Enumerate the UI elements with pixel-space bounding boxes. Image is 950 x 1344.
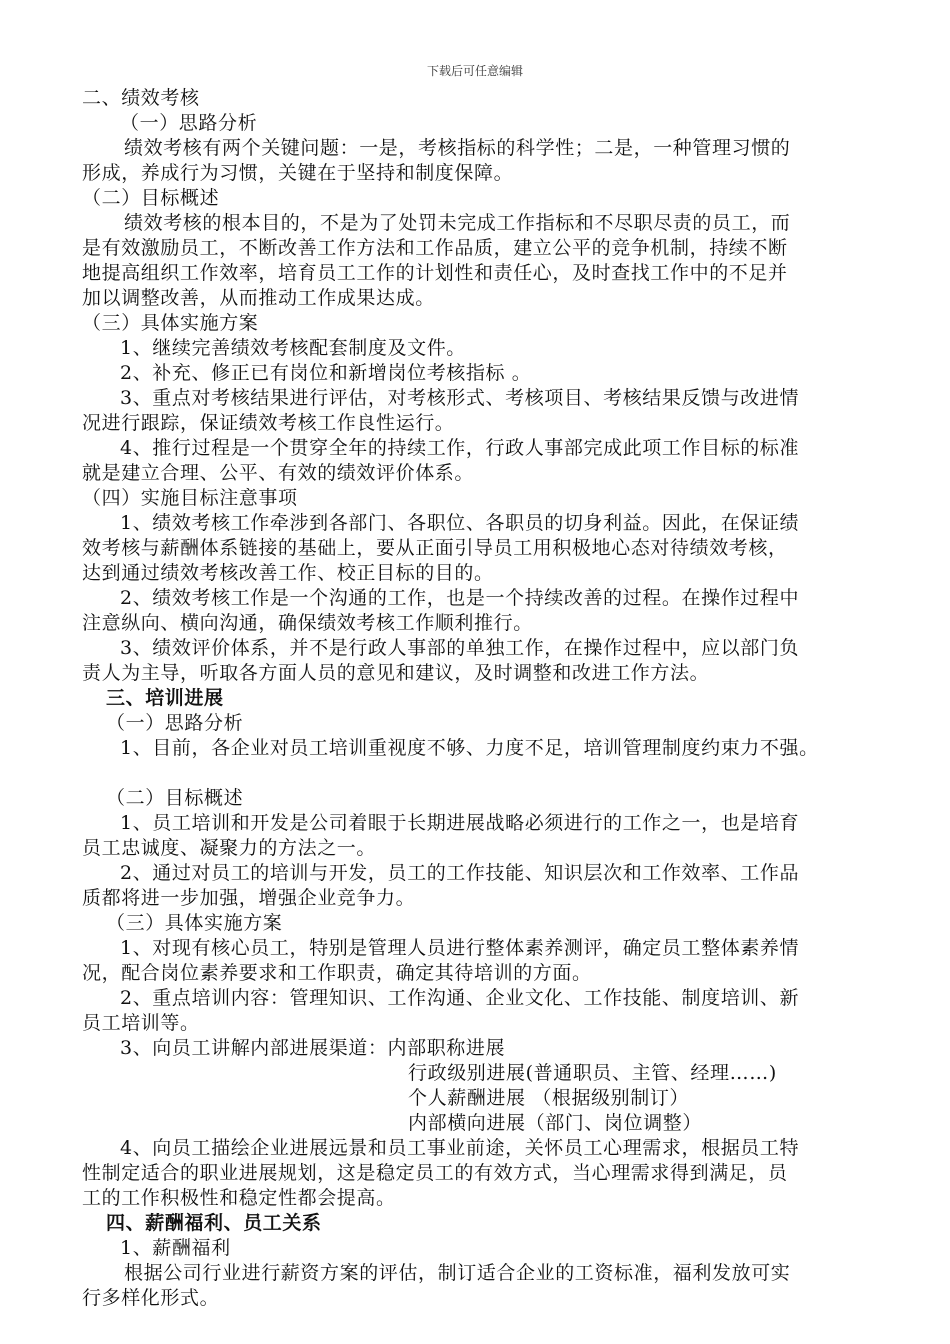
document-body — [82, 86, 892, 1311]
text-line: 行多样化形式。 — [82, 1287, 220, 1309]
text-line: （一）思路分析 — [106, 712, 244, 734]
text-line: 2、重点培训内容：管理知识、工作沟通、企业文化、工作技能、制度培训、新 — [120, 987, 800, 1009]
text-line: 4、向员工描绘企业进展远景和员工事业前途，关怀员工心理需求，根据员工特 — [120, 1137, 800, 1159]
text-line: 三、培训进展 — [106, 687, 224, 709]
text-line: 达到通过绩效考核改善工作、校正目标的目的。 — [82, 562, 494, 584]
text-line: 3、向员工讲解内部进展渠道：内部职称进展 — [120, 1037, 506, 1059]
text-line: 质都将进一步加强，增强企业竞争力。 — [82, 887, 416, 909]
text-line: 1、目前，各企业对员工培训重视度不够、力度不足，培训管理制度约束力不强。 — [120, 737, 819, 759]
text-line: 况进行跟踪，保证绩效考核工作良性运行。 — [82, 412, 455, 434]
text-line: 绩效考核有两个关键问题：一是，考核指标的科学性；二是，一种管理习惯的 — [124, 137, 791, 159]
text-line: （三）具体实施方案 — [106, 912, 283, 934]
text-line: 员工培训等。 — [82, 1012, 200, 1034]
text-line: 行政级别进展(普通职员、主管、经理……) — [408, 1062, 777, 1084]
text-line: 3、绩效评价体系，并不是行政人事部的单独工作，在操作过程中，应以部门负 — [120, 637, 800, 659]
text-line: 1、对现有核心员工，特别是管理人员进行整体素养测评，确定员工整体素养情 — [120, 937, 800, 959]
text-line: 就是建立合理、公平、有效的绩效评价体系。 — [82, 462, 475, 484]
text-line: 二、绩效考核 — [82, 87, 200, 109]
text-line: 效考核与薪酬体系链接的基础上，要从正面引导员工用积极地心态对待绩效考核， — [82, 537, 788, 559]
text-line: 注意纵向、横向沟通，确保绩效考核工作顺利推行。 — [82, 612, 533, 634]
text-line: 性制定适合的职业进展规划，这是稳定员工的有效方式，当心理需求得到满足，员 — [82, 1162, 788, 1184]
text-line: 形成，养成行为习惯，关键在于坚持和制度保障。 — [82, 162, 514, 184]
text-line: 2、补充、修正已有岗位和新增岗位考核指标 。 — [120, 362, 532, 384]
text-line: （四）实施目标注意事项 — [82, 487, 298, 509]
text-line: 个人薪酬进展 （根据级别制订） — [408, 1087, 690, 1109]
text-line: 根据公司行业进行薪资方案的评估，制订适合企业的工资标准，福利发放可实 — [124, 1262, 791, 1284]
text-line: 1、员工培训和开发是公司着眼于长期进展战略必须进行的工作之一，也是培育 — [120, 812, 800, 834]
text-line: 2、绩效考核工作是一个沟通的工作，也是一个持续改善的过程。在操作过程中 — [120, 587, 800, 609]
text-line: 地提高组织工作效率，培育员工工作的计划性和责任心，及时查找工作中的不足并 — [82, 262, 788, 284]
text-line: 2、通过对员工的培训与开发，员工的工作技能、知识层次和工作效率、工作品 — [120, 862, 800, 884]
text-line: （一）思路分析 — [120, 112, 258, 134]
blank-line — [82, 761, 892, 786]
text-line: 况，配合岗位素养要求和工作职责，确定其待培训的方面。 — [82, 962, 592, 984]
text-line: 加以调整改善，从而推动工作成果达成。 — [82, 287, 435, 309]
page-header: 下载后可任意编辑 — [426, 64, 523, 78]
text-line: 4、推行过程是一个贯穿全年的持续工作，行政人事部完成此项工作目标的标准 — [120, 437, 800, 459]
text-line: 工的工作积极性和稳定性都会提高。 — [82, 1187, 396, 1209]
text-line: （三）具体实施方案 — [82, 312, 259, 334]
text-line: 四、薪酬福利、员工关系 — [106, 1212, 322, 1234]
text-line: 绩效考核的根本目的，不是为了处罚未完成工作指标和不尽职尽责的员工，而 — [124, 212, 791, 234]
text-line: 是有效激励员工，不断改善工作方法和工作品质，建立公平的竞争机制，持续不断 — [82, 237, 788, 259]
text-line: 3、重点对考核结果进行评估，对考核形式、考核项目、考核结果反馈与改进情 — [120, 387, 800, 409]
text-line: 1、薪酬福利 — [120, 1237, 231, 1259]
text-line: 内部横向进展（部门、岗位调整） — [408, 1112, 703, 1134]
text-line: （二）目标概述 — [106, 787, 244, 809]
text-line: 责人为主导，听取各方面人员的意见和建议，及时调整和改进工作方法。 — [82, 662, 710, 684]
text-line: 1、继续完善绩效考核配套制度及文件。 — [120, 337, 466, 359]
text-line: 1、绩效考核工作牵涉到各部门、各职位、各职员的切身利益。因此，在保证绩 — [120, 512, 800, 534]
text-line: 员工忠诚度、凝聚力的方法之一。 — [82, 837, 377, 859]
text-line: （二）目标概述 — [82, 187, 220, 209]
